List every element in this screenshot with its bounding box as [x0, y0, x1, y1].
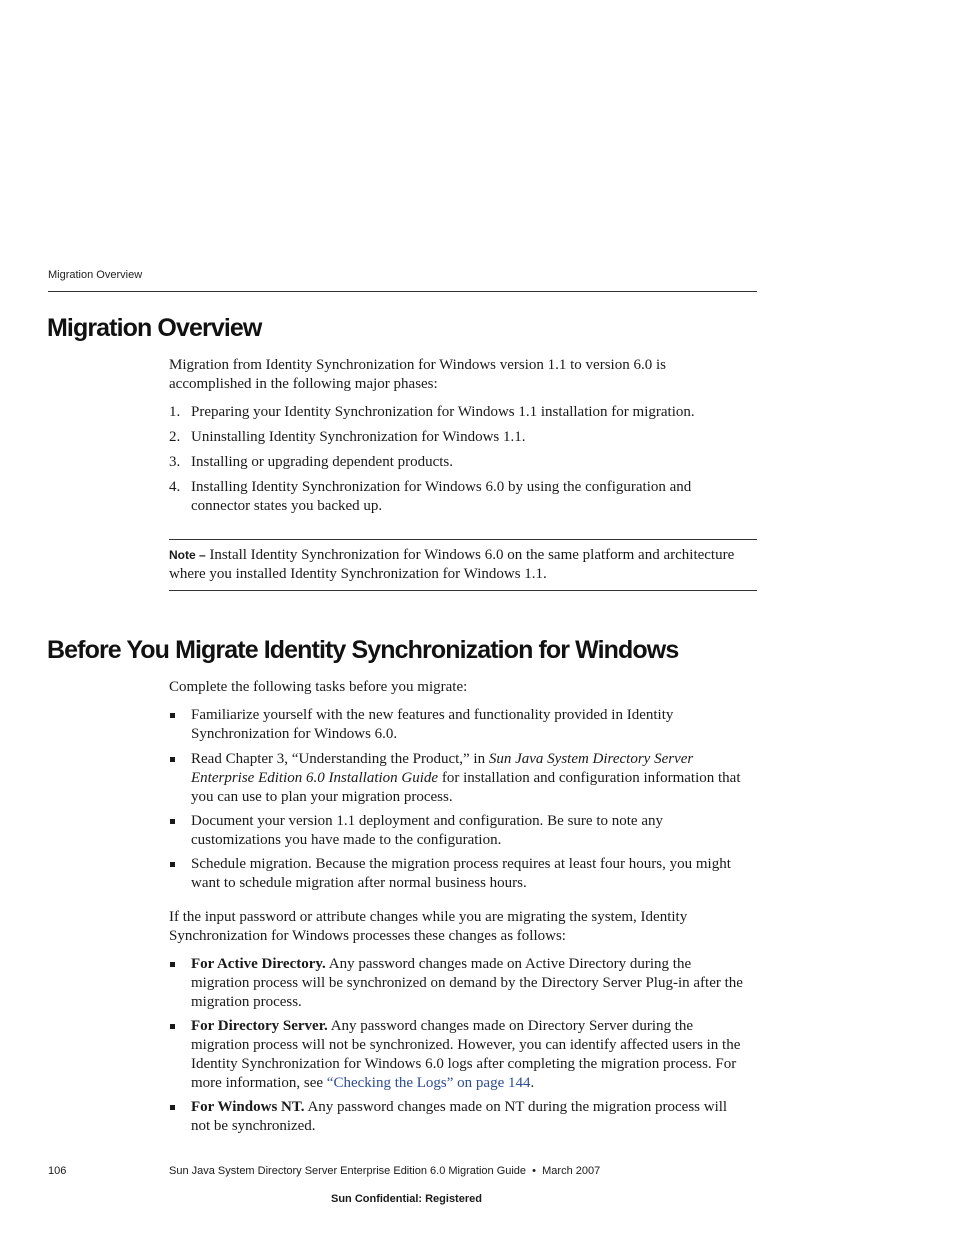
item-heading: For Windows NT.	[191, 1099, 305, 1115]
list-item-task-4	[169, 855, 759, 893]
item-line: migration process will be synchronized on demand by the Directory Server Plug-in after the	[191, 975, 743, 991]
section-title-migration-overview: Migration Overview	[47, 314, 262, 342]
list-item-task-1	[169, 706, 759, 744]
list-item-step-2	[169, 428, 759, 447]
paragraph-line: If the input password or attribute changes while you are migrating the system, Identity	[169, 909, 688, 925]
footer-doc-title: Sun Java System Directory Server Enterprise Edition 6.0 Migration Guide • March 2007	[169, 1165, 601, 1177]
task-line: Synchronization for Windows 6.0.	[191, 726, 398, 742]
list-item-task-2	[169, 750, 759, 807]
step-text: Installing Identity Synchronization for Windows 6.0 by using the configuration and	[191, 479, 692, 495]
running-head: Migration Overview	[48, 269, 143, 281]
item-line: migration process will not be synchronized. However, you can identify affected users in the	[191, 1037, 741, 1053]
item-text: Any password changes made on Directory Server during the	[327, 1018, 694, 1034]
step-text: Preparing your Identity Synchronization for Windows 1.1 installation for migration.	[191, 404, 695, 420]
item-line: Identity Synchronization for Windows 6.0 logs after completing the migration process. For	[191, 1056, 737, 1072]
step-text: connector states you backed up.	[191, 498, 383, 514]
page-number: 106	[48, 1165, 67, 1177]
bullet-square-icon	[170, 713, 175, 718]
task-text: for installation and configuration information that	[438, 770, 741, 786]
section-title-before-you-migrate: Before You Migrate Identity Synchronization for Windows	[47, 636, 679, 664]
book-title: Enterprise Edition 6.0 Installation Guide	[191, 770, 439, 786]
item-text: Any password changes made on NT during the migration process will	[304, 1099, 728, 1115]
section2-intro: Complete the following tasks before you migrate:	[169, 679, 468, 695]
bullet-square-icon	[170, 1024, 175, 1029]
list-item-task-3	[169, 812, 759, 850]
task-line: customizations you have made to the configuration.	[191, 832, 502, 848]
item-text: more information, see	[191, 1075, 327, 1091]
list-item-active-directory	[169, 955, 759, 1012]
task-line: Document your version 1.1 deployment and configuration. Be sure to note any	[191, 813, 663, 829]
task-line: want to schedule migration after normal business hours.	[191, 875, 527, 891]
item-line: not be synchronized.	[191, 1118, 316, 1134]
footer-confidential: Sun Confidential: Registered	[331, 1193, 482, 1205]
step-text: Uninstalling Identity Synchronization for Windows 1.1.	[191, 429, 526, 445]
list-item-directory-server	[169, 1017, 759, 1093]
bullet-square-icon	[170, 819, 175, 824]
item-text: .	[530, 1075, 535, 1091]
item-heading: For Directory Server.	[191, 1018, 328, 1034]
task-text: Read Chapter 3, “Understanding the Product,” in	[191, 751, 489, 767]
step-number: 2.	[169, 429, 181, 445]
step-text: Installing or upgrading dependent products.	[191, 454, 454, 470]
item-line: migration process.	[191, 994, 302, 1010]
bullet-square-icon	[170, 757, 175, 762]
list-item-step-4	[169, 478, 759, 516]
item-text: Any password changes made on Active Directory during the	[325, 956, 692, 972]
note-line: where you installed Identity Synchronization for Windows 1.1.	[169, 566, 547, 582]
item-heading: For Active Directory.	[191, 956, 326, 972]
header-rule	[48, 291, 757, 292]
list-item-step-3	[169, 453, 759, 472]
checking-the-logs-link[interactable]: “Checking the Logs” on page 144	[326, 1075, 531, 1091]
intro-line: accomplished in the following major phases:	[169, 376, 438, 392]
list-item-windows-nt	[169, 1098, 759, 1136]
password-change-paragraph	[169, 908, 759, 946]
intro-line: Migration from Identity Synchronization for Windows version 1.1 to version 6.0 is	[169, 357, 666, 373]
bullet-square-icon	[170, 1105, 175, 1110]
step-number: 1.	[169, 404, 181, 420]
note-line: Install Identity Synchronization for Windows 6.0 on the same platform and architecture	[205, 547, 735, 563]
task-line: Familiarize yourself with the new features and functionality provided in Identity	[191, 707, 674, 723]
bullet-square-icon	[170, 862, 175, 867]
intro-paragraph	[169, 356, 759, 394]
note-text	[169, 546, 757, 584]
step-number: 4.	[169, 479, 181, 495]
task-line: you can use to plan your migration process.	[191, 789, 453, 805]
note-label: Note –	[169, 548, 206, 562]
step-number: 3.	[169, 454, 181, 470]
book-title: Sun Java System Directory Server	[488, 751, 694, 767]
bullet-square-icon	[170, 962, 175, 967]
task-line: Schedule migration. Because the migration process requires at least four hours, you might	[191, 856, 731, 872]
list-item-step-1	[169, 403, 759, 422]
paragraph-line: Synchronization for Windows processes these changes as follows:	[169, 928, 566, 944]
